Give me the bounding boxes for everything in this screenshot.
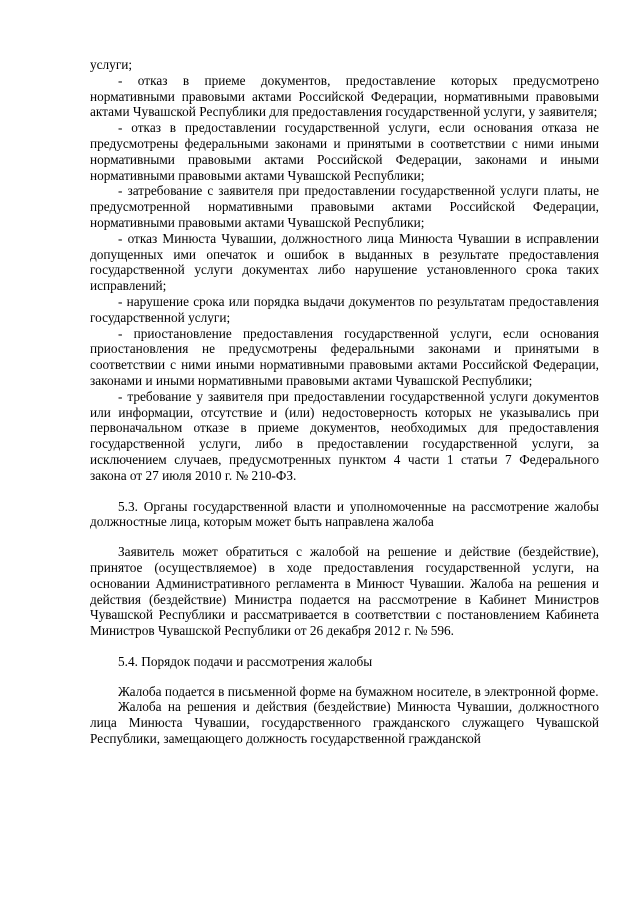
paragraph-5-4-complaint: Жалоба на решения и действия (бездействие) Минюста Чувашии, должностного лица Минюста Чувашии, государственного гражданского служащего Чувашской Республики, замещающего должность государственной гражданской: [90, 699, 599, 747]
section-heading-5-4: 5.4. Порядок подачи и рассмотрения жалобы: [118, 653, 373, 669]
paragraph-5-3-body: Заявитель может обратиться с жалобой на решение и действие (бездействие), принятое (осуществляемое) в ходе предоставления государственной услуги, на основании Административного регламента в Минюст Чувашии. Жалоба на решения и действия (бездействие) Министра подается на рассмотрение в Кабинет Министров Чувашской Республики и рассматривается в соответствии с постановлением Кабинета Министров Чувашской Республики от 26 декабря 2012 г. № 596.: [90, 544, 599, 639]
section-spacer: [90, 670, 599, 684]
paragraph-fee-demand: - затребование с заявителя при предоставлении государственной услуги платы, не предусмотренной нормативными правовыми актами Российской Федерации, нормативными правовыми актами Чувашской Республики;: [90, 183, 599, 230]
paragraph-correction-refusal: - отказ Минюста Чувашии, должностного лица Минюста Чувашии в исправлении допущенных ими опечаток и ошибок в выданных в результате предоставления государственной услуги документах либо нарушение установленного срока таких исправлений;: [90, 230, 599, 294]
paragraph-refusal-service: - отказ в предоставлении государственной услуги, если основания отказа не предусмотрены федеральными законами и принятыми в соответствии с ними иными нормативными правовыми актами Российской Федерации, законами и иными нормативными правовыми актами Чувашской Республики;: [90, 120, 599, 183]
paragraph-continuation: услуги;: [90, 57, 133, 72]
paragraph-5-4-form: Жалоба подается в письменной форме на бумажном носителе, в электронной форме.: [118, 683, 599, 699]
paragraph-document-demand: - требование у заявителя при предоставлении государственной услуги документов или информации, отсутствие и (или) недостоверность которых не указывались при первоначальном отказе в приеме документов, необходимых для предоставления государственной услуги, либо в предоставлении государственной услуги, за исключением случаев, предусмотренных пунктом 4 части 1 статьи 7 Федерального закона от 27 июля 2010 г. № 210-ФЗ.: [90, 388, 599, 483]
section-spacer: [90, 639, 599, 654]
section-spacer: [90, 484, 599, 499]
paragraph-suspension: - приостановление предоставления государственной услуги, если основания приостановления не предусмотрены федеральными законами и принятыми в соответствии с ними иными нормативными правовыми актами Российской Федерации, законами и иными нормативными правовыми актами Чувашской Республики;: [90, 325, 599, 388]
section-heading-5-3: 5.3. Органы государственной власти и уполномоченные на рассмотрение жалобы должностные лица, которым может быть направлена жалоба: [90, 498, 599, 530]
paragraph-refusal-documents: - отказ в приеме документов, предоставление которых предусмотрено нормативными правовыми актами Российской Федерации, нормативными правовыми актами Чувашской Республики для предоставления государственной услуги, у заявителя;: [90, 72, 599, 120]
section-spacer: [90, 530, 599, 544]
paragraph-issue-violation: - нарушение срока или порядка выдачи документов по результатам предоставления государственной услуги;: [90, 293, 599, 325]
